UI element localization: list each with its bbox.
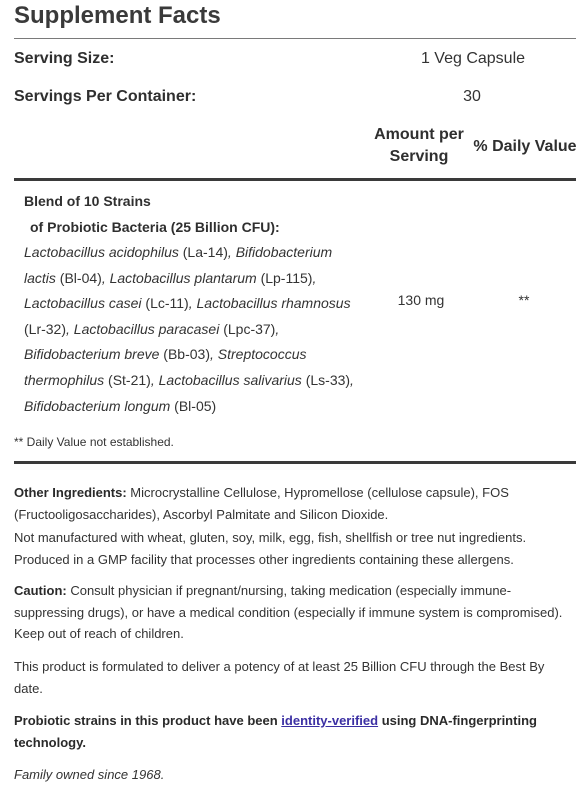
strain-genus: Lactobacillus rhamnosus [196, 295, 351, 312]
servings-per-container-label: Servings Per Container: [14, 88, 197, 105]
other-ingredients [14, 482, 574, 525]
strain-genus: Lactobacillus salivarius [158, 371, 302, 388]
amount-header-line2: Serving [389, 148, 449, 165]
amount-header-line1: Amount per [374, 126, 464, 143]
caution-text: Consult physician if pregnant/nursing, taking medication (especially immune-suppressing drugs), or have a medical condition (especially if immune system is compromised). Keep out of reach of children. [14, 583, 563, 641]
divider-thick [14, 461, 576, 464]
serving-size-value: 1 Veg Capsule [420, 50, 526, 67]
divider [14, 38, 576, 39]
divider-thick [14, 178, 576, 181]
caution-statement [14, 580, 574, 645]
caution-label: Caution: [14, 583, 67, 598]
blend-amount: 130 mg [397, 292, 445, 308]
strain-code: (La-14) [178, 244, 228, 260]
daily-value-header: % Daily Value [473, 138, 577, 155]
servings-per-container-value: 30 [463, 88, 481, 105]
strain-item [159, 372, 350, 388]
strain-item [24, 346, 210, 362]
strain-genus: Lactobacillus paracasei [73, 320, 220, 337]
identity-verified-link[interactable]: identity-verified [281, 713, 379, 728]
strain-list: Lactobacillus acidophilus (La-14), Bifidobacterium lactis (Bl-04), Lactobacillus plantarum (Lp-115), Lactobacillus casei (Lc-11), Lactobacillus rhamnosus (Lr-32), Lactobacillus paracasei (Lpc-37), Bifidobacterium breve (Bb-03), Streptococcus thermophilus (St-21), Lactobacillus salivarius (Ls-33), Bifidobacterium longum (Bl-05) [24, 244, 354, 414]
strain-code: (Lpc-37) [219, 320, 276, 337]
blend-name-line1: Blend of 10 Strains [24, 193, 151, 209]
amount-per-serving-header [366, 124, 472, 168]
page-title: Supplement Facts [14, 2, 221, 29]
strain-code: (Bb-03) [159, 346, 210, 363]
strain-genus: Streptococcus thermophilus [24, 346, 307, 388]
footnote: ** Daily Value not established. [14, 435, 174, 449]
strain-genus: Bifidobacterium longum [24, 397, 171, 414]
potency-statement: This product is formulated to deliver a potency of at least 25 Billion CFU through the Best By date. [14, 659, 545, 696]
verification-before: Probiotic strains in this product have been [14, 713, 282, 728]
strain-item [24, 295, 189, 311]
strain-code: (Lr-32) [24, 320, 67, 337]
strain-code: (Bl-05) [170, 397, 217, 414]
other-ingredients-text: Microcrystalline Cellulose, Hypromellose (cellulose capsule), FOS (Fructooligosaccharides), Ascorbyl Palmitate and Silicon Dioxide. [14, 485, 509, 522]
verification-after: using DNA-fingerprinting technology. [14, 713, 537, 750]
serving-size-label: Serving Size: [14, 50, 115, 67]
strain-genus: Lactobacillus acidophilus [24, 244, 179, 260]
strain-genus: Lactobacillus plantarum [109, 269, 257, 286]
blend-daily-value: ** [518, 292, 530, 308]
strain-item [110, 270, 313, 286]
strain-code: (Lc-11) [141, 295, 189, 312]
strain-code: (Bl-04) [55, 269, 102, 286]
strain-genus: Bifidobacterium breve [24, 346, 160, 363]
strain-genus: Bifidobacterium lactis [24, 244, 333, 286]
strain-code: (St-21) [104, 371, 151, 388]
other-ingredients-label: Other Ingredients: [14, 485, 127, 500]
strain-genus: Lactobacillus casei [24, 295, 142, 312]
strain-item [74, 321, 276, 337]
strain-code: (Lp-115) [256, 269, 313, 286]
strain-code: (Ls-33) [301, 371, 351, 388]
strain-item [24, 398, 216, 414]
allergen-statement: Not manufactured with wheat, gluten, soy, milk, egg, fish, shellfish or tree nut ingredients. Produced in a GMP facility that processes other ingredients containing these allergens. [14, 530, 527, 567]
blend-name-line2: of Probiotic Bacteria (25 Billion CFU): [30, 219, 280, 235]
strain-item [24, 244, 228, 260]
family-owned-note: Family owned since 1968. [14, 767, 165, 782]
verification-statement [14, 710, 574, 753]
